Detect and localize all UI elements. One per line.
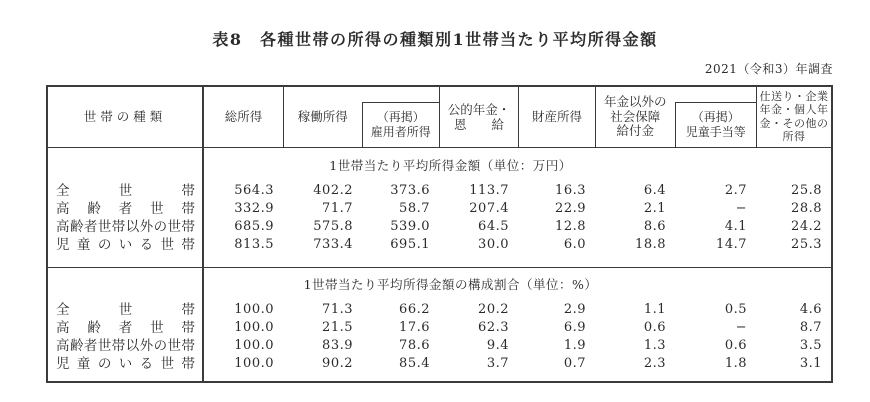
remittance-other-line: 年金・個人年 (759, 103, 829, 117)
header-cell-employee-income (362, 102, 440, 147)
value-cell: 6.4 (643, 182, 666, 198)
social-security-line: 年金以外の (603, 94, 667, 109)
value-cell: 28.8 (791, 200, 822, 216)
value-cell: 17.6 (399, 319, 430, 335)
value-cell: 402.2 (313, 182, 353, 198)
value-cell: 2.3 (643, 355, 666, 371)
row-label-non-elderly-households: 高齢者世帯以外の世帯 (56, 337, 195, 354)
public-pension-line: 公的年金・ (447, 101, 511, 117)
value-cell: 100.0 (234, 355, 274, 371)
income-table (46, 85, 833, 383)
value-cell: 85.4 (399, 355, 430, 371)
header-cell-child-allowance (675, 102, 757, 147)
value-cell: 1.8 (724, 355, 747, 371)
header-cell-property-income: 財産所得 (518, 87, 595, 147)
remittance-other-line: 所得 (782, 130, 806, 144)
value-cell: 332.9 (234, 200, 274, 216)
remittance-other-line: 金・その他の (759, 116, 829, 130)
value-cell: 1.3 (643, 337, 666, 353)
social-security-label (596, 87, 675, 147)
value-cell: 2.1 (643, 200, 666, 216)
row-label-elderly-households: 高齢者世帯 (56, 200, 195, 217)
value-cell: 18.8 (635, 236, 666, 252)
row-label-all-households: 全世帯 (56, 182, 195, 199)
value-cell: 90.2 (322, 355, 353, 371)
social-security-line: 社会保障 (610, 108, 661, 124)
row-label-all-households: 全世帯 (56, 301, 195, 318)
value-cell: 83.9 (322, 337, 353, 353)
value-cell: 575.8 (313, 218, 353, 234)
section-composition-ratio (48, 267, 831, 382)
value-cell: 6.0 (563, 236, 586, 252)
page-title: 表8 各種世帯の所得の種類別1世帯当たり平均所得金額 (212, 30, 658, 49)
value-cell: 100.0 (234, 337, 274, 353)
row-label-households-with-children: 児童のいる世帯 (56, 236, 195, 253)
remittance-other-line: 仕送り・企業 (759, 89, 829, 103)
value-cell: 0.6 (724, 337, 747, 353)
value-cell: 3.5 (799, 337, 822, 353)
table-header-row (48, 87, 831, 148)
value-cell: 64.5 (478, 218, 509, 234)
value-cell: − (735, 319, 747, 335)
value-cell: 733.4 (313, 236, 353, 252)
value-cell: 9.4 (486, 337, 509, 353)
header-cell-total-income: 総所得 (224, 109, 263, 125)
value-cell: 4.6 (799, 301, 822, 317)
value-cell: − (735, 200, 747, 216)
value-cell: 16.3 (555, 182, 586, 198)
table-row (204, 337, 831, 355)
value-cell: 207.4 (469, 200, 509, 216)
value-cell: 685.9 (234, 218, 274, 234)
child-allowance-line: （再掲） (691, 109, 740, 124)
section-title-ratio: 1世帯当たり平均所得金額の構成割合（単位：%） (303, 277, 598, 292)
value-cell: 22.9 (555, 200, 586, 216)
value-cell: 20.2 (478, 301, 509, 317)
row-label-elderly-households: 高齢者世帯 (56, 319, 195, 336)
section-data-area (204, 268, 831, 382)
value-cell: 0.5 (724, 301, 747, 317)
value-cell: 373.6 (390, 182, 430, 198)
value-cell: 78.6 (399, 337, 430, 353)
value-cell: 813.5 (234, 236, 274, 252)
value-cell: 6.9 (563, 319, 586, 335)
value-cell: 1.9 (563, 337, 586, 353)
value-cell: 539.0 (390, 218, 430, 234)
value-cell: 14.7 (716, 236, 747, 252)
table-row (204, 319, 831, 337)
value-cell: 71.3 (322, 301, 353, 317)
header-cell-social-security (595, 87, 756, 147)
value-cell: 8.6 (643, 218, 666, 234)
header-cell-public-pension (439, 87, 518, 147)
value-cell: 2.7 (724, 182, 747, 198)
section-data-area (204, 148, 831, 267)
value-cell: 564.3 (234, 182, 274, 198)
value-cell: 2.9 (563, 301, 586, 317)
value-cell: 113.7 (469, 182, 509, 198)
value-cell: 24.2 (791, 218, 822, 234)
table-row (204, 182, 831, 200)
table-row (204, 218, 831, 236)
child-allowance-line: 児童手当等 (685, 124, 746, 139)
employee-income-line: 雇用者所得 (370, 124, 431, 139)
value-cell: 0.6 (643, 319, 666, 335)
value-cell: 25.3 (791, 236, 822, 252)
survey-year-note: 2021（令和3）年調査 (704, 62, 833, 76)
value-cell: 62.3 (478, 319, 509, 335)
section-title-amount: 1世帯当たり平均所得金額（単位：万円） (329, 157, 572, 173)
value-cell: 71.7 (322, 200, 353, 216)
value-cell: 100.0 (234, 319, 274, 335)
table-row (204, 355, 831, 373)
table-row (204, 236, 831, 254)
section-average-amount (48, 148, 831, 267)
value-cell: 30.0 (478, 236, 509, 252)
value-cell: 4.1 (724, 218, 747, 234)
value-cell: 100.0 (234, 301, 274, 317)
value-cell: 58.7 (399, 200, 430, 216)
value-cell: 695.1 (390, 236, 430, 252)
header-cell-remittance-other (756, 87, 831, 147)
value-cell: 25.8 (791, 182, 822, 198)
value-cell: 8.7 (799, 319, 822, 335)
social-security-line: 給付金 (616, 123, 654, 138)
public-pension-line: 恩 給 (453, 116, 504, 132)
value-cell: 3.1 (799, 355, 822, 371)
value-cell: 66.2 (399, 301, 430, 317)
header-cell-household-type: 世帯の種類 (48, 87, 204, 147)
value-cell: 12.8 (555, 218, 586, 234)
value-cell: 1.1 (643, 301, 666, 317)
row-label-households-with-children: 児童のいる世帯 (56, 355, 195, 372)
row-label-non-elderly-households: 高齢者世帯以外の世帯 (56, 218, 195, 235)
value-cell: 0.7 (563, 355, 586, 371)
header-cell-earned-income (283, 87, 439, 147)
earned-income-label: 稼働所得 (297, 108, 348, 124)
employee-income-line: （再掲） (376, 109, 425, 124)
value-cell: 21.5 (322, 319, 353, 335)
table-row (204, 301, 831, 319)
table-row (204, 200, 831, 218)
value-cell: 3.7 (486, 355, 509, 371)
